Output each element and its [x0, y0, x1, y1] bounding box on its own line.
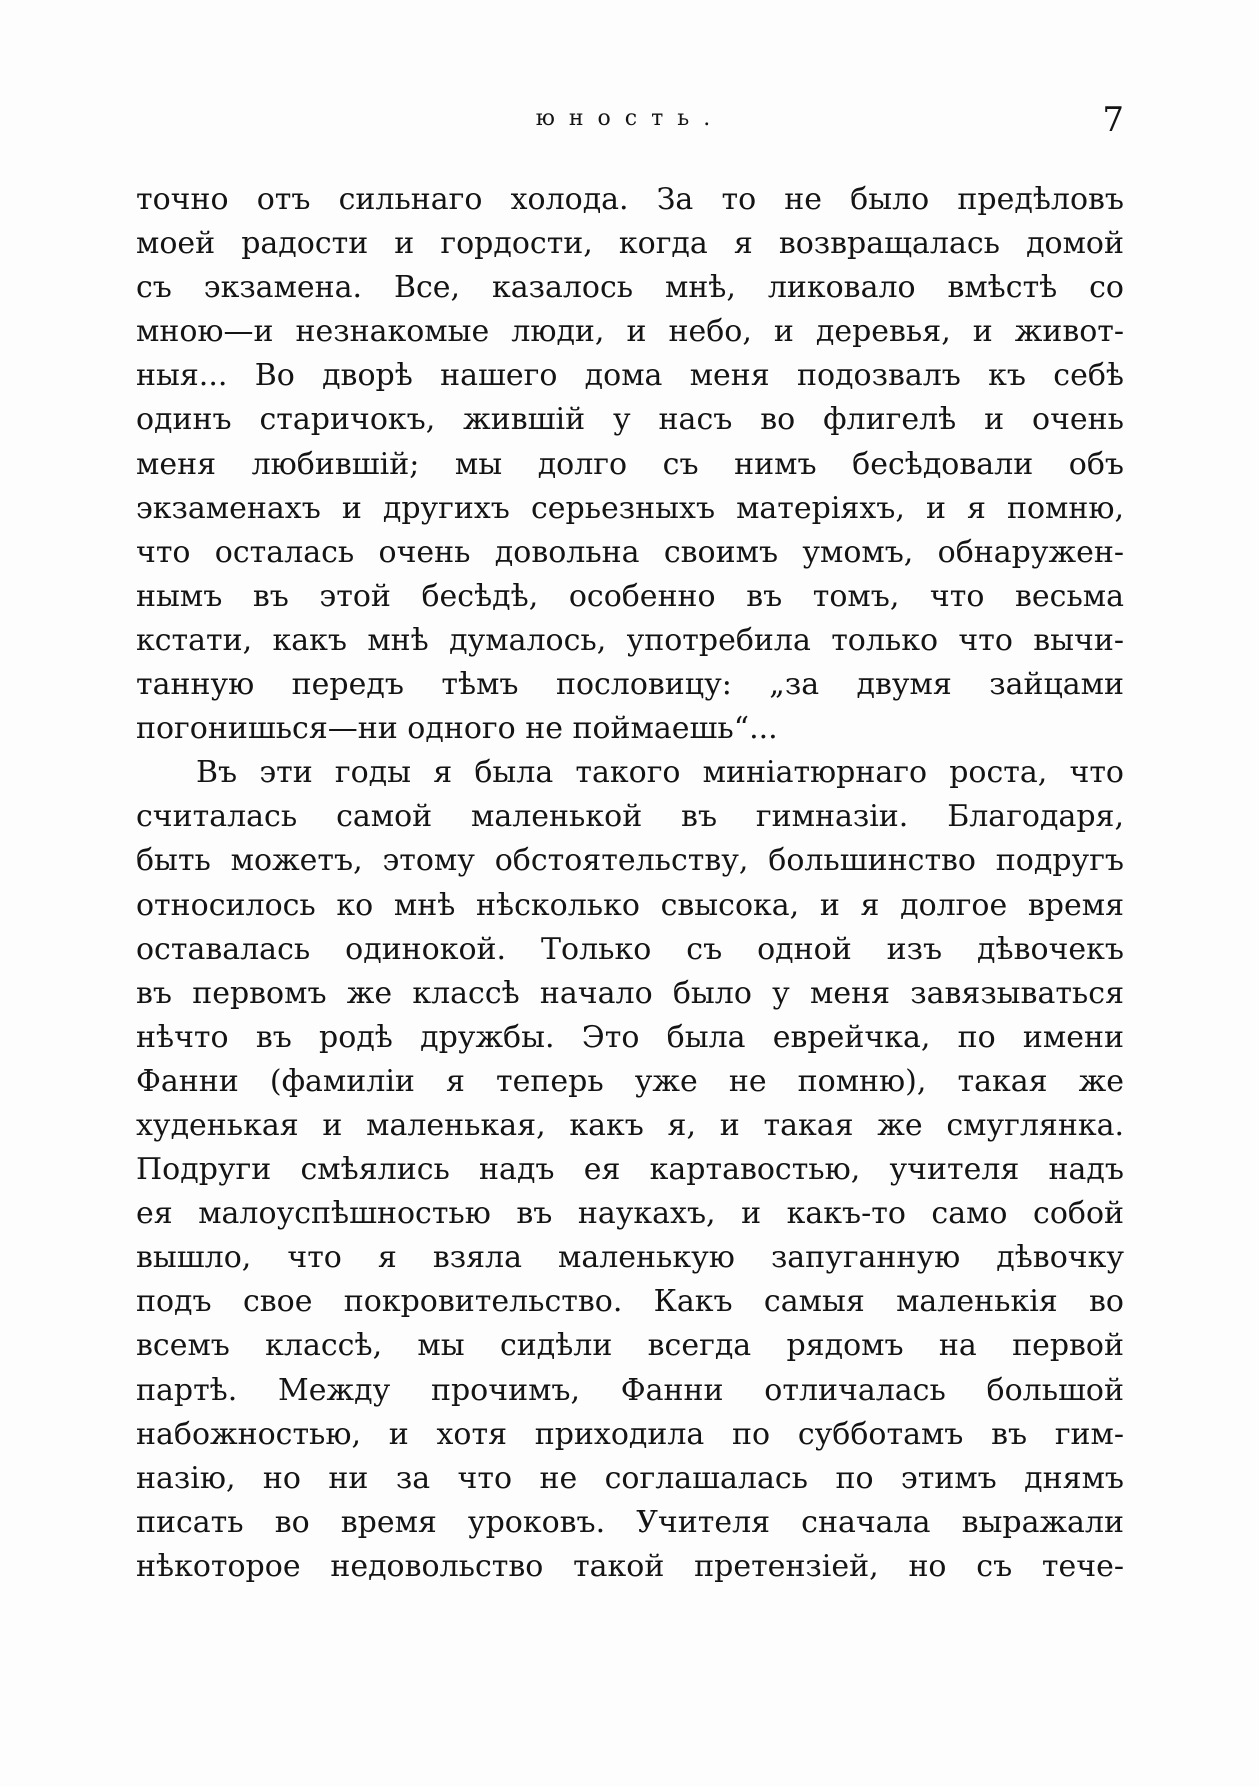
text-line: нѣчто въ родѣ дружбы. Это была еврейчка, по имени [136, 1019, 1124, 1055]
text-line: въ первомъ же классѣ начало было у меня завязываться [136, 975, 1124, 1011]
text-line: худенькая и маленькая, какъ я, и такая же смуглянка. [136, 1107, 1124, 1143]
text-line: назію, но ни за что не соглашалась по этимъ днямъ [136, 1460, 1124, 1496]
text-line: вышло, что я взяла маленькую запуганную дѣвочку [136, 1240, 1124, 1276]
running-title: юность. [535, 106, 725, 131]
text-line: набожностью, и хотя приходила по субботамъ въ гим- [136, 1416, 1124, 1452]
paragraph-2 [136, 751, 1124, 1589]
text-line: что осталась очень довольна своимъ умомъ, обнаружен- [136, 534, 1124, 570]
text-line: относилось ко мнѣ нѣсколько свысока, и я долгое время [136, 887, 1124, 923]
text-line: писать во время уроковъ. Учителя сначала выражали [136, 1504, 1124, 1540]
running-head [136, 100, 1124, 150]
page-number: 7 [1102, 100, 1124, 140]
paragraph-1 [136, 178, 1124, 751]
text-line: Фанни (фамиліи я теперь уже не помню), такая же [136, 1063, 1124, 1099]
body-text [136, 178, 1124, 1589]
text-line: меня любившій; мы долго съ нимъ бесѣдовали объ [136, 446, 1124, 482]
text-line: мною—и незнакомые люди, и небо, и деревья, и живот- [136, 314, 1124, 350]
text-line: кстати, какъ мнѣ думалось, употребила только что вычи- [136, 622, 1124, 658]
text-line: Подруги смѣялись надъ ея картавостью, учителя надъ [136, 1152, 1124, 1188]
text-line: всемъ классѣ, мы сидѣли всегда рядомъ на первой [136, 1328, 1124, 1364]
text-line: нѣкоторое недовольство такой претензіей, но съ тече- [136, 1548, 1124, 1584]
text-line: моей радости и гордости, когда я возвращалась домой [136, 226, 1124, 262]
text-line: партѣ. Между прочимъ, Фанни отличалась большой [136, 1372, 1124, 1408]
text-line: ныя... Во дворѣ нашего дома меня подозвалъ къ себѣ [136, 358, 1124, 394]
text-line: точно отъ сильнаго холода. За то не было предѣловъ [136, 182, 1124, 217]
text-line: танную передъ тѣмъ пословицу: „за двумя зайцами [136, 667, 1124, 703]
text-line: оставалась одинокой. Только съ одной изъ дѣвочекъ [136, 931, 1124, 967]
text-line: съ экзамена. Все, казалось мнѣ, ликовало вмѣстѣ со [136, 270, 1124, 306]
text-line: экзаменахъ и другихъ серьезныхъ матеріяхъ, и я помню, [136, 490, 1124, 526]
text-line: погонишься—ни одного не поймаешь“... [136, 711, 778, 747]
text-line: нымъ въ этой бесѣдѣ, особенно въ томъ, что весьма [136, 578, 1124, 614]
text-line: подъ свое покровительство. Какъ самыя маленькія во [136, 1284, 1124, 1320]
text-line: Въ эти годы я была такого миніатюрнаго роста, что [196, 755, 1124, 791]
text-line: быть можетъ, этому обстоятельству, большинство подругъ [136, 843, 1124, 879]
text-line: ея малоуспѣшностью въ наукахъ, и какъ-то само собой [136, 1196, 1124, 1232]
text-line: одинъ старичокъ, жившій у насъ во флигелѣ и очень [136, 402, 1124, 438]
text-line: считалась самой маленькой въ гимназіи. Благодаря, [136, 799, 1124, 835]
